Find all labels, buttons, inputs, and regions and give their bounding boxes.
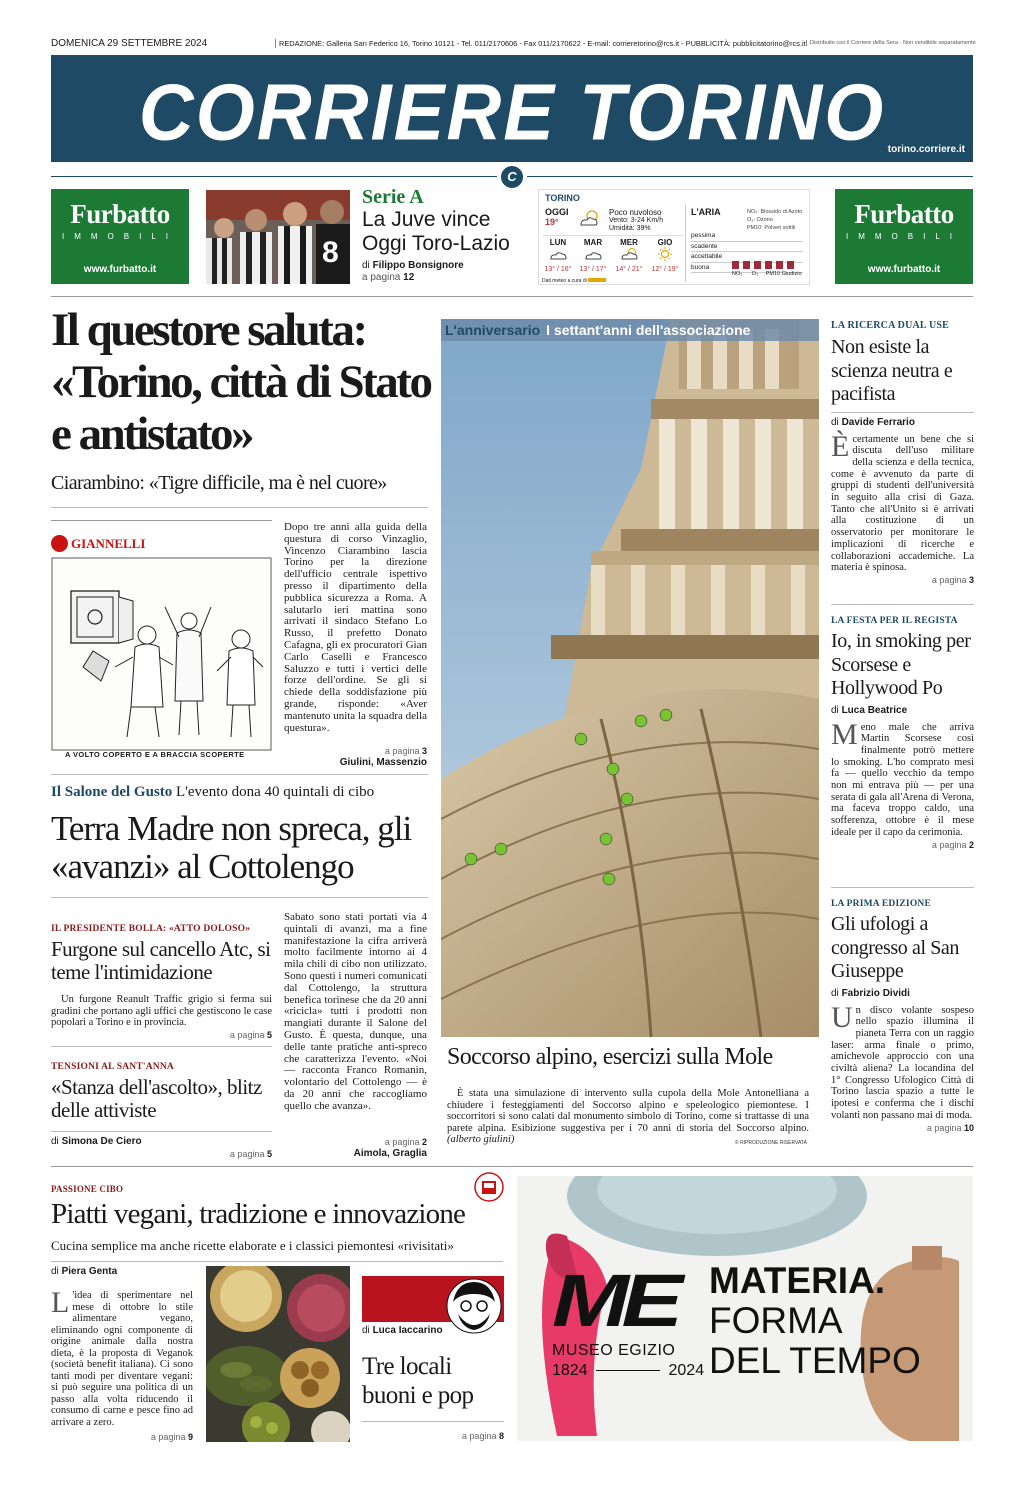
page-number: 3	[421, 746, 427, 756]
food-subhead: Cucina semplice ma anche ricette elaborate e i classici piemontesi «rivisitati»	[51, 1238, 454, 1253]
aria-axis-label: PM10	[765, 271, 781, 277]
article-author: Fabrizio Dividi	[841, 987, 910, 999]
article-headline[interactable]: Io, in smoking per Scorsese e Hollywood Po	[831, 630, 971, 699]
furgone-kicker: IL PRESIDENTE BOLLA: «ATTO DOLOSO»	[51, 924, 251, 934]
aria-title: L'ARIA	[691, 207, 721, 217]
aria-level: buona	[691, 263, 803, 274]
juve-photo	[206, 190, 350, 284]
museo-years	[552, 1362, 704, 1380]
furbatto-sub: IMMOBILI	[845, 232, 962, 241]
lead-authors: Giulini, Massenzio	[339, 757, 427, 768]
museo-name: MUSEO EGIZIO	[552, 1342, 676, 1359]
by-prefix: di	[831, 416, 839, 428]
food-author: Piera Genta	[61, 1266, 118, 1277]
article-byline	[831, 417, 974, 428]
partly-cloudy-icon	[577, 208, 601, 228]
aria-legend-item: NO₂: Biossido di Azoto	[747, 209, 803, 215]
locali-byline	[362, 1325, 443, 1336]
furgone-body: Un furgone Reanult Traffic grigio si ferma sui gradini che portano agli uffici che gestiscono le case popolari a Torino e in provincia.	[51, 994, 272, 1028]
vegan-food-photo	[206, 1266, 350, 1442]
weather-condition: Poco nuvoloso	[609, 208, 662, 217]
food-pageref	[100, 1432, 193, 1442]
teaser-pageref	[362, 272, 414, 283]
furgone-pageref	[51, 1030, 272, 1040]
mole-headline[interactable]: Soccorso alpino, esercizi sulla Mole	[447, 1044, 773, 1070]
weather-today-label: OGGI	[545, 207, 569, 217]
page-number: 8	[498, 1431, 504, 1441]
forecast-day-label: MER	[620, 238, 638, 247]
redazione-info: REDAZIONE: Galleria San Federico 16, Torino 10121 - Tel. 011/2170606 - Fax 011/2170622 - E-mail: corrieretorino@rcs.it - PUBBLICITÀ: pubblicitatorino@rcs.it	[275, 39, 806, 48]
page-prefix: a pagina	[384, 1137, 420, 1147]
article-pageref	[831, 1123, 974, 1133]
cartoon-author: GIANNELLI	[71, 535, 146, 551]
by-prefix: di	[51, 1266, 59, 1277]
page-number: 2	[968, 839, 974, 850]
aria-axis	[732, 271, 802, 277]
page-number: 3	[968, 574, 974, 585]
by-prefix: di	[51, 1136, 59, 1147]
forecast-day-label: GIO	[657, 238, 673, 247]
article-kicker: LA PRIMA EDIZIONE	[831, 899, 932, 909]
3bmeteo-logo	[588, 278, 606, 282]
right-article-3	[831, 899, 974, 1133]
article-author: Davide Ferrario	[841, 416, 915, 428]
right-article-1	[831, 320, 974, 585]
issue-date: DOMENICA 29 SETTEMBRE 2024	[51, 38, 208, 49]
cartoon-caption: A VOLTO COPERTO E A BRACCIA SCOPERTE	[65, 750, 245, 759]
page-number: 12	[403, 272, 415, 283]
museo-title-2: FORMA	[709, 1300, 843, 1341]
furbatto-logo: Furbatto	[70, 199, 170, 229]
stanza-byline	[51, 1136, 142, 1147]
page-prefix: a pagina	[229, 1030, 265, 1040]
article-text: certamente un bene che si discuta dell'uso militare della scienza e della tecnica, come è avvenuto da parte di gruppi di studenti dell'università in seguito alla crisi di Gaza. Tanto che all'Unito si è arrivati alla costituzione di un osservatorio per monitorare le implicazioni di ricerche e collaborazioni accademiche. La materia è spinosa.	[831, 433, 974, 574]
stanza-author: Simona De Ciero	[61, 1136, 142, 1147]
forecast-day-label: MAR	[583, 238, 603, 247]
mole-caption	[447, 1088, 809, 1146]
furbatto-ad-left[interactable]	[51, 189, 189, 284]
locali-pageref	[362, 1431, 504, 1441]
salone-pageref	[284, 1137, 427, 1147]
food-headline[interactable]: Piatti vegani, tradizione e innovazione	[51, 1198, 466, 1230]
furbatto-url: www.furbatto.it	[867, 264, 941, 275]
teaser-line2[interactable]: Oggi Toro-Lazio	[362, 232, 510, 255]
lead-body: Dopo tre anni alla guida della questura di corso Vinzaglio, Vincenzo Ciarambino lascia Torino per la direzione dell'ufficio centrale ispettivo presso il dipartimento della pubblica sicurezza a Roma. A salutarlo ieri mattina sono arrivati il sindaco Stefano Lo Russo, il prefetto Donato Cafagna, gli ex procuratori Gian Carlo Caselli e Francesco Saluzzo e tutti i vertici delle forze dell'ordine. Se gli si chiede della soddisfazione più grande, risponde: «Aver mantenuto unita la squadra della questura».	[284, 521, 427, 734]
article-kicker: LA RICERCA DUAL USE	[831, 320, 949, 331]
teaser-byline	[362, 260, 464, 271]
page-prefix: a pagina	[931, 574, 967, 585]
salone-body: Sabato sono stati portati via 4 quintali di avanzi, ma a fine manifestazione la cifra arriverà molto facilmente intorno ai 4 mila chili di cibo non utilizzato. Sono questi i numeri comunicati dal Cottolengo, la struttura benefica torinese che da 20 anni «ricicla» tutti i prodotti non mangiati durante il Salone del Gusto. È questa, dunque, una delle tante pratiche anti-spreco che caratterizza l'evento. «Noi — racconta Franco Romanin, volontario del Cottolengo — è da 20 anni che raccogliamo quello che avanza».	[284, 911, 427, 1112]
stanza-headline[interactable]: «Stanza dell'ascolto», blitz delle attiviste	[51, 1075, 262, 1122]
salone-kicker: Il Salone del Gusto	[51, 784, 173, 800]
salone-kicker-line	[51, 784, 374, 801]
article-author: Luca Beatrice	[841, 704, 908, 716]
museo-logo: ME	[552, 1259, 676, 1342]
teaser-kicker: Serie A	[362, 186, 424, 208]
distribution-note: Distribuito con il Corriere della Sera - Non vendibile separatamente	[806, 40, 976, 46]
year-dash	[596, 1370, 660, 1371]
forecast-temp: 14° / 21°	[615, 266, 643, 273]
weather-city: TORINO	[545, 193, 580, 203]
article-headline[interactable]: Non esiste la scienza neutra e pacifista	[831, 336, 953, 405]
food-kicker: PASSIONE CIBO	[51, 1184, 124, 1194]
aria-legend	[747, 208, 802, 232]
teaser-line1[interactable]: La Juve vince	[362, 208, 491, 231]
food-byline	[51, 1266, 117, 1277]
mole-tag-bar	[441, 319, 819, 341]
reserved-note: © RIPRODUZIONE RISERVATA	[735, 1140, 807, 1146]
drop-cap: L	[51, 1286, 70, 1319]
sun-icon	[655, 247, 675, 261]
food-body	[51, 1286, 193, 1428]
lead-headline[interactable]: Il questore saluta: «Torino, città di Stato e antistato»	[51, 304, 431, 460]
article-headline[interactable]: Gli ufologi a congresso al San Giuseppe	[831, 913, 960, 982]
mole-caption-text: È stata una simulazione di intervento sulla cupola della Mole Antonelliana a chiudere i festeggiamenti del Soccorso alpino e speleologico piemontese. I soccorritori si sono calati dal monumento simbolo di Torino, come si trattasse di una parete alpina. Esibizione suggestiva per i 70 anni di storia del Soccorso alpino.	[447, 1088, 809, 1134]
museo-title-3: DEL TEMPO	[709, 1340, 921, 1381]
page-prefix: a pagina	[384, 746, 420, 756]
salone-authors: Aimola, Graglia	[353, 1148, 427, 1159]
forecast-temp: 13° / 16°	[544, 266, 572, 273]
article-byline	[831, 988, 974, 999]
cartoon-box	[51, 520, 272, 765]
weather-humidity: Umidità: 39%	[609, 225, 651, 232]
forecast-day	[611, 238, 647, 273]
article-text: eno male che arriva Martin Scorsese così finalmente potrò mettere lo smoking. L'ho comprato mesi fa — quello vecchio da tempo non mi entrava più — per una serata di gala all'Arena di Verona, ma faceva troppo caldo, una sofferenza, ottobre è il mese ideale per il capo da cerimonia.	[831, 721, 974, 838]
by-prefix: di	[831, 987, 839, 999]
weather-wind: Vento: 3-24 Km/h	[609, 217, 664, 224]
forecast-day	[647, 238, 683, 273]
year-end: 2024	[668, 1362, 705, 1379]
lead-subhead: Ciarambino: «Tigre difficile, ma è nel cuore»	[51, 472, 387, 494]
right-article-2	[831, 616, 974, 850]
cartoon-label	[51, 535, 145, 552]
forecast-day	[575, 238, 611, 273]
article-body	[831, 429, 974, 574]
food-text: 'idea di sperimentare nel mese di ottobre lo stile alimentare vegano, eliminando ogni componente di origine animale dalla nostra dieta, è la proposta di Veganok (società benefit italiana). Ci sono tanti modi per diventare vegani: si può seguire una politica di un passo alla volta riducendo il consumo di carne e pesce fino ad arrivare a zero.	[51, 1290, 193, 1428]
aria-level: accettabile	[691, 252, 803, 263]
article-pageref	[831, 840, 974, 850]
drop-cap: È	[831, 429, 850, 463]
page-number: 2	[421, 1137, 427, 1147]
furbatto-logo: Furbatto	[854, 199, 954, 229]
mole-photo-frame	[441, 319, 819, 1037]
article-body	[831, 1000, 974, 1122]
mole-tag1: L'anniversario	[445, 322, 541, 338]
article-byline	[831, 705, 974, 716]
page-number: 5	[266, 1149, 272, 1159]
page-number: 5	[266, 1030, 272, 1040]
red-dot-icon	[51, 535, 68, 552]
furbatto-url: www.furbatto.it	[83, 264, 157, 275]
mole-tag2: I settant'anni dell'associazione	[546, 322, 751, 338]
year-start: 1824	[552, 1362, 588, 1379]
furgone-headline[interactable]: Furgone sul cancello Atc, si teme l'intimidazione	[51, 937, 271, 984]
page-prefix: a pagina	[461, 1431, 497, 1441]
page-prefix: a pagina	[229, 1149, 265, 1159]
cartoon-drawing	[51, 557, 272, 751]
article-body	[831, 717, 974, 839]
masthead-site[interactable]: torino.corriere.it	[887, 144, 965, 155]
forecast-day-label: LUN	[549, 238, 567, 247]
drop-cap: U	[831, 1000, 853, 1034]
drop-cap: M	[831, 717, 858, 751]
aria-axis-label: NO₂	[732, 271, 743, 277]
by-prefix: di	[831, 704, 839, 716]
forecast-temp: 12° / 19°	[651, 266, 679, 273]
cloud-icon	[548, 247, 568, 261]
cloud-icon	[583, 247, 603, 261]
furbatto-ad-right[interactable]	[835, 189, 973, 284]
aria-legend-item: O₃: Ozono	[747, 217, 773, 223]
forecast-day	[541, 238, 575, 273]
forecast-temp: 13° / 17°	[579, 266, 607, 273]
weather-box	[538, 189, 810, 285]
partly-cloudy-icon	[619, 247, 639, 261]
credit-label: Dati meteo a cura di	[542, 278, 587, 284]
masthead-title: CORRIERE TORINO	[138, 67, 886, 158]
weather-credit	[542, 278, 606, 284]
weather-today-temp: 19°	[545, 217, 559, 227]
teaser-author: Filippo Bonsignore	[372, 260, 464, 271]
page-number: 10	[963, 1122, 974, 1133]
author-portrait	[445, 1276, 503, 1336]
aria-level: pessima	[691, 231, 803, 242]
museo-egizio-ad[interactable]	[517, 1176, 973, 1441]
article-pageref	[831, 575, 974, 585]
article-kicker: LA FESTA PER IL REGISTA	[831, 616, 958, 626]
museo-title-1: MATERIA.	[709, 1260, 886, 1301]
page-prefix: a pagina	[362, 272, 401, 283]
svg-text:8: 8	[322, 236, 339, 269]
salone-headline[interactable]: Terra Madre non spreca, gli «avanzi» al Cottolengo	[51, 809, 412, 886]
locali-author: Luca Iaccarino	[372, 1325, 443, 1336]
salone-kicker-rest: L'evento dona 40 quintali di cibo	[176, 784, 375, 800]
masthead	[51, 55, 973, 162]
locali-headline[interactable]: Tre locali buoni e pop	[362, 1353, 474, 1409]
lead-pageref	[284, 746, 427, 756]
mole-photo	[441, 319, 819, 1037]
aria-axis-label: O₃	[751, 271, 759, 277]
aria-level: scadente	[691, 242, 803, 253]
by-prefix: di	[362, 1325, 370, 1336]
stanza-kicker: TENSIONI AL SANT'ANNA	[51, 1062, 174, 1072]
page-number: 9	[187, 1432, 193, 1442]
corriere-badge: C	[501, 166, 523, 188]
page-prefix: a pagina	[931, 839, 967, 850]
by-prefix: di	[362, 260, 370, 271]
aria-legend-item: PM10: Polveri sottili	[747, 225, 796, 231]
article-text: n disco volante sospeso nello spazio illumina il pianeta Terra con un raggio laser: arma finale o primo, amichevole approccio con una civiltà aliena? La locandina del 1° Congresso Ufologico Città di Torino lascia spazio a tutte le ipotesi e conferma che i dischi volanti non passano mai di moda.	[831, 1004, 974, 1121]
photo-credit: (alberto giulini)	[447, 1134, 515, 1145]
stanza-pageref	[51, 1149, 272, 1159]
furbatto-sub: IMMOBILI	[61, 232, 178, 241]
page-prefix: a pagina	[926, 1122, 962, 1133]
page-prefix: a pagina	[150, 1432, 186, 1442]
aria-axis-label: Giudizio	[781, 271, 802, 277]
